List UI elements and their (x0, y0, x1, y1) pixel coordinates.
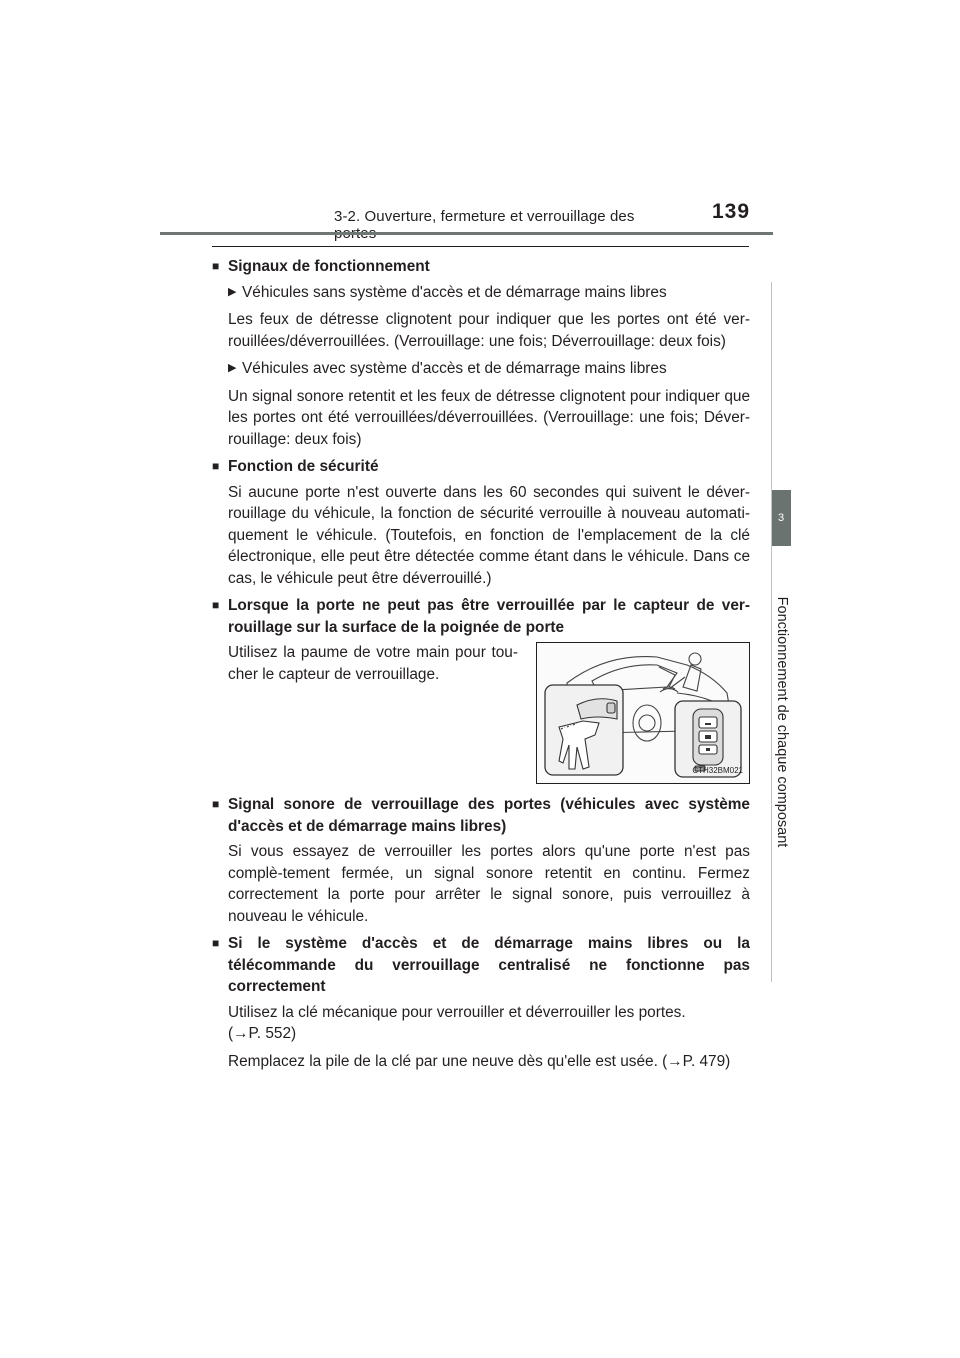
sub-heading: ▶ Véhicules avec système d'accès et de démarrage mains libres (228, 358, 750, 380)
figure-row (228, 642, 750, 784)
section-heading: ■ Signaux de fonctionnement (212, 256, 750, 278)
square-bullet-icon: ■ (212, 598, 220, 612)
triangle-bullet-icon: ▶ (228, 362, 237, 374)
door-handle-sensor-illustration (536, 642, 750, 784)
content-rule (212, 246, 749, 247)
triangle-bullet-icon: ▶ (228, 285, 237, 298)
section-heading: ■ Signal sonore de verrouillage des portes (véhicules avec système d'accès et de démarrage mains libres) (212, 794, 750, 837)
square-bullet-icon: ■ (212, 259, 220, 273)
square-bullet-icon: ■ (212, 459, 220, 473)
chapter-title: Fonctionnement de chaque composant (774, 596, 790, 848)
section-heading: ■ Fonction de sécurité (212, 456, 750, 478)
square-bullet-icon: ■ (212, 797, 220, 811)
page-content (212, 256, 750, 1078)
page-reference-link[interactable]: (→P. 552) (228, 1025, 297, 1042)
paragraph: Un signal sonore retentit et les feux de détresse clignotent pour indiquer que les portes ont été verrouillées/déverrouillées. (Verrouillage: une fois; Déver-rouillage: deux fois) (228, 387, 750, 448)
chapter-tab: 3 (771, 490, 791, 546)
section-heading: ■ Si le système d'accès et de démarrage mains libres ou la télécommande du verrouillage centralisé ne fonctionne pas correctement (212, 933, 750, 998)
sub-heading: ▶ Véhicules sans système d'accès et de démarrage mains libres (228, 282, 750, 304)
paragraph: Les feux de détresse clignotent pour indiquer que les portes ont été ver-rouillées/déverrouillées. (Verrouillage: une fois; Déverrouillage: deux fois) (228, 311, 750, 350)
square-bullet-icon: ■ (212, 936, 220, 950)
paragraph-line: Utilisez la clé mécanique pour verrouiller et déverrouiller les portes. (228, 1003, 686, 1021)
paragraph: Utilisez la paume de votre main pour tou-cher le capteur de verrouillage. (228, 644, 518, 683)
section-header-title: 3-2. Ouverture, fermeture et verrouillage des (334, 208, 635, 225)
section-heading: ■ Lorsque la porte ne peut pas être verrouillée par le capteur de ver-rouillage sur la surface de la poignée de porte (212, 595, 750, 638)
header-rule (160, 232, 773, 235)
figure-code: CTH32BM021 (692, 765, 743, 775)
side-rule (771, 282, 772, 982)
paragraph: Si vous essayez de verrouiller les portes alors qu'une porte n'est pas complè-tement fermée, un signal sonore retentit en continu. Fermez correctement la porte pour arrêter le signal sonore, puis verrouillez à nouveau le véhicule. (228, 843, 750, 925)
paragraph: Remplacez la pile de la clé par une neuve dès qu'elle est usée. (→P. 479) (228, 1052, 731, 1070)
paragraph: Si aucune porte n'est ouverte dans les 60 secondes qui suivent le déver-rouillage du véhicule, la fonction de sécurité verrouille à nouveau automati-quement le véhicule. (Toutefois, en fonction de l'emplacement de la clé électronique, elle peut être détectée comme étant dans le véhicule. Dans ce cas, le véhicule peut être déverrouillé.) (228, 483, 750, 587)
page-number: 139 (712, 200, 751, 223)
paragraph (228, 1002, 750, 1045)
